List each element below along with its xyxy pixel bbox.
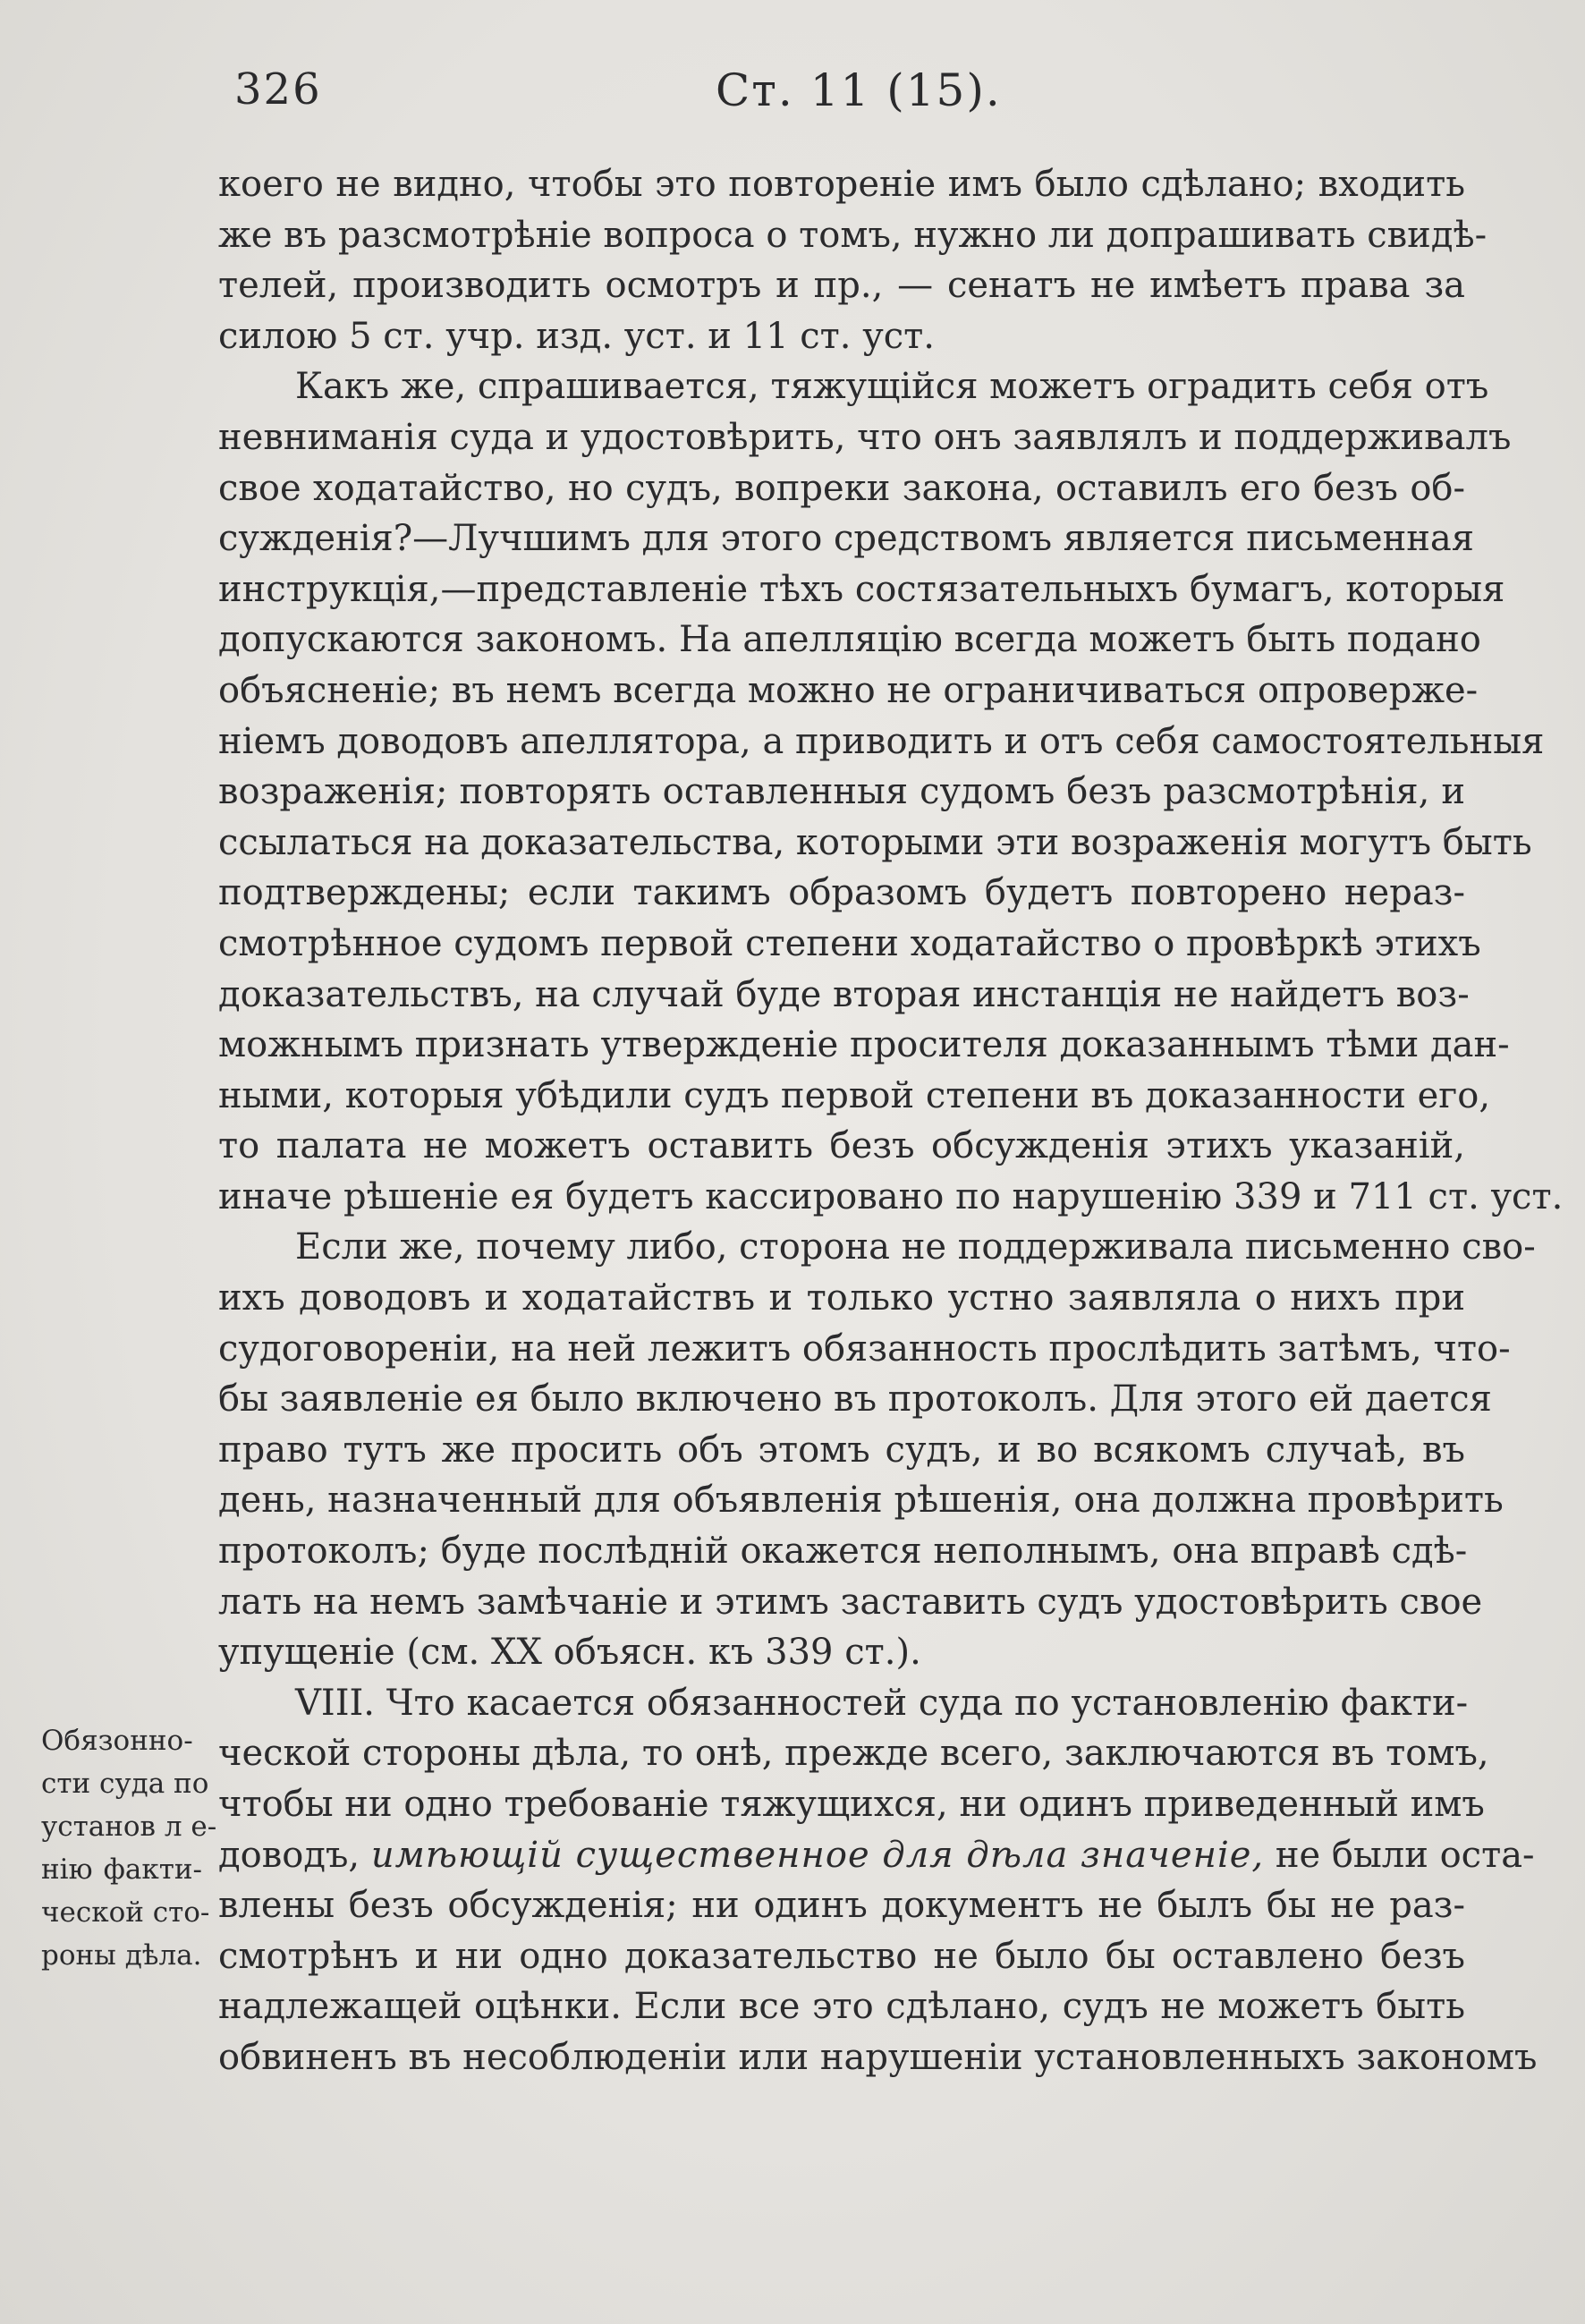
text-line: день, назначенный для объявленiя рѣшенiя, она должна провѣрить (218, 1480, 1504, 1522)
text-line: Какъ же, спрашивается, тяжущiйся можетъ оградить себя отъ (295, 366, 1489, 408)
margin-note-line: роны дѣла. (41, 1939, 202, 1972)
section-numeral: VIII. (295, 1682, 376, 1724)
text-line: коего не видно, чтобы это повторенiе имъ было сдѣлано; входить (218, 164, 1465, 205)
text-line: то палата не можетъ оставить безъ обсужденiя этихъ указанiй, (218, 1125, 1465, 1167)
text-line: телей, производить осмотръ и пр., — сенатъ не имѣетъ права за (218, 265, 1465, 307)
text-line: ихъ доводовъ и ходатайствъ и только устно заявляла о нихъ при (218, 1277, 1465, 1319)
text-line: можнымъ признать утвержденiе просителя доказаннымъ тѣми дан- (218, 1024, 1510, 1066)
text-line: ческой стороны дѣла, то онѣ, прежде всего, заключаются въ томъ, (218, 1733, 1489, 1775)
text-line: Если же, почему либо, сторона не поддерживала письменно сво- (295, 1226, 1536, 1268)
text-line: обвиненъ въ несоблюденiи или нарушенiи установленныхъ закономъ (218, 2036, 1538, 2078)
text-line: лать на немъ замѣчанiе и этимъ заставить судъ удостовѣрить свое (218, 1581, 1483, 1623)
page-number: 326 (234, 64, 322, 115)
margin-note (41, 1719, 217, 1977)
text-line: невниманiя суда и удостовѣрить, что онъ заявлялъ и поддерживалъ (218, 416, 1512, 458)
text-line: иначе рѣшенiе ея будетъ кассировано по нарушенiю 339 и 711 ст. уст. (218, 1175, 1564, 1217)
margin-note-line: нiю факти- (41, 1853, 202, 1886)
text-line: подтверждены; если такимъ образомъ будетъ повторено нераз- (218, 872, 1465, 914)
text-fragment: не были оста- (1275, 1834, 1535, 1876)
text-line: сужденiя?—Лучшимъ для этого средствомъ является письменная (218, 518, 1474, 560)
text-line: чтобы ни одно требованiе тяжущихся, ни одинъ приведенный имъ (218, 1784, 1485, 1825)
text-line: свое ходатайство, но судъ, вопреки закона, оставилъ его безъ об- (218, 467, 1465, 509)
text-line: инструкцiя,—представленiе тѣхъ состязательныхъ бумагъ, которыя (218, 568, 1505, 610)
text-line: ссылаться на доказательства, которыми эти возраженiя могутъ быть (218, 821, 1532, 863)
text-line: же въ разсмотрѣнiе вопроса о томъ, нужно ли допрашивать свидѣ- (218, 214, 1488, 256)
text-line: допускаются закономъ. На апелляцiю всегда можетъ быть подано (218, 619, 1481, 661)
text-fragment: Что касается обязанностей суда по установленiю факти- (386, 1682, 1469, 1724)
text-line: судоговоренiи, на ней лежитъ обязанность прослѣдить затѣмъ, что- (218, 1327, 1511, 1370)
text-line: протоколъ; буде послѣднiй окажется неполнымъ, она вправѣ сдѣ- (218, 1531, 1468, 1573)
section-viii (218, 1678, 1538, 2083)
text-line: нiемъ доводовъ апеллятора, а приводить и отъ себя самостоятельныя (218, 720, 1545, 762)
body-text (218, 159, 1564, 2083)
text-line: влены безъ обсужденiя; ни одинъ документъ не былъ бы не раз- (218, 1885, 1465, 1927)
text-line: объясненiе; въ немъ всегда можно не ограничиваться опроверже- (218, 669, 1479, 711)
text-line: доказательствъ, на случай буде вторая инстанцiя не найдетъ воз- (218, 973, 1470, 1015)
text-line (218, 1678, 1469, 1729)
text-line: смотрѣнное судомъ первой степени ходатайство о провѣркѣ этихъ (218, 922, 1481, 964)
text-line: возраженiя; повторять оставленныя судомъ безъ разсмотрѣнiя, и (218, 771, 1465, 813)
italic-emphasis: имѣющiй существенное для дѣла значенiе, (370, 1834, 1265, 1876)
margin-note-line: Обязонно- (41, 1725, 193, 1757)
paragraph-3 (218, 1222, 1536, 1677)
text-line: смотрѣнъ и ни одно доказательство не было бы оставлено безъ (218, 1935, 1465, 1977)
margin-note-line: установ л е- (41, 1811, 217, 1843)
running-title: Ст. 11 (15). (716, 64, 1002, 116)
text-line: бы заявленiе ея было включено въ протоколъ. Для этого ей дается (218, 1378, 1492, 1421)
text-fragment: доводъ, (218, 1834, 360, 1876)
paragraph-1 (218, 159, 1488, 361)
text-line: право тутъ же просить объ этомъ судъ, и во всякомъ случаѣ, въ (218, 1429, 1465, 1471)
margin-note-line: сти суда по (41, 1768, 209, 1800)
text-line: упущенiе (см. XX объясн. къ 339 ст.). (218, 1632, 921, 1674)
text-line: ными, которыя убѣдили судъ первой степени въ доказанности его, (218, 1074, 1491, 1116)
paragraph-2 (218, 361, 1564, 1222)
text-line: силою 5 ст. учр. изд. уст. и 11 ст. уст. (218, 315, 935, 357)
margin-note-line: ческой сто- (41, 1896, 210, 1929)
text-line: надлежащей оцѣнки. Если все это сдѣлано, судъ не можетъ быть (218, 1986, 1465, 2028)
text-line (218, 1830, 1535, 1881)
